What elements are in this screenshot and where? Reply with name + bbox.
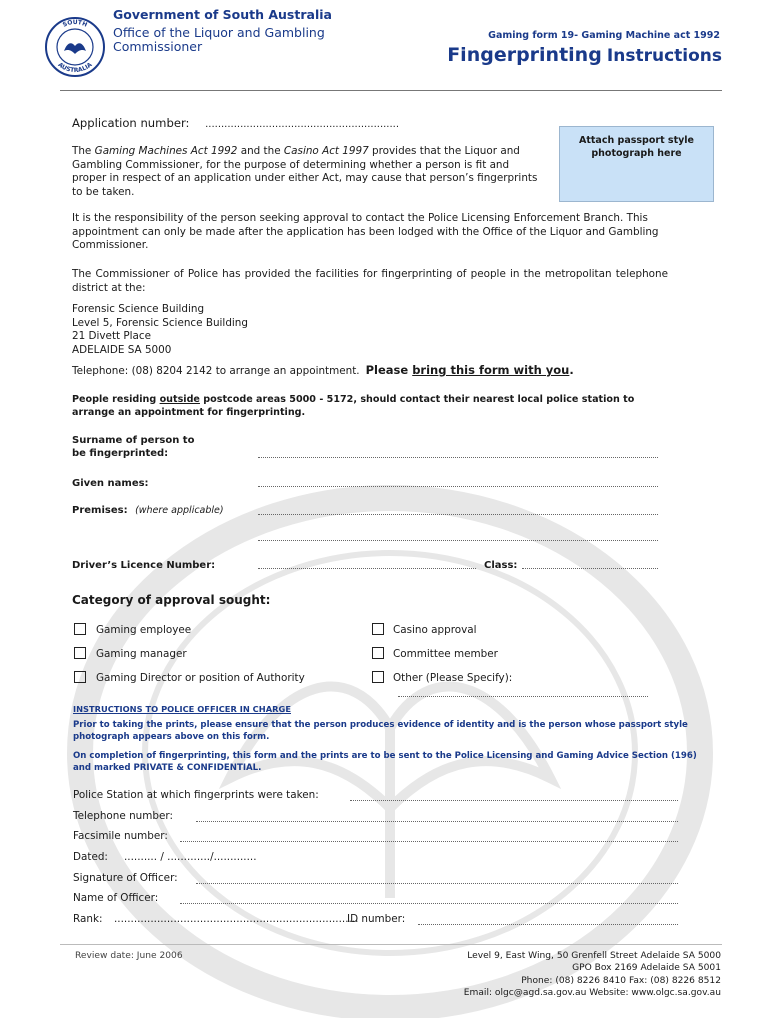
- rank-field[interactable]: ..........................................................................: [114, 913, 359, 925]
- option-gaming-employee: Gaming employee: [96, 624, 192, 636]
- telephone-line: Telephone: (08) 8204 2142 to arrange an appointment. Please bring this form with you.: [72, 363, 574, 377]
- police-instructions-send: On completion of fingerprinting, this form and the prints are to be sent to the Police Licensing and Gaming Advice Section (196) and marked PRIVATE & CONFIDENTIAL.: [73, 751, 697, 773]
- option-casino-approval: Casino approval: [393, 624, 477, 636]
- officer-name-label: Name of Officer:: [73, 892, 159, 904]
- telephone-field[interactable]: [196, 821, 678, 822]
- premises-label: Premises: (where applicable): [72, 505, 224, 516]
- passport-photo-box: Attach passport style photograph here: [559, 126, 714, 202]
- licence-label: Driver’s Licence Number:: [72, 560, 216, 571]
- checkbox-gaming-employee[interactable]: [74, 623, 86, 635]
- forensic-address: Forensic Science Building Level 5, Forensic Science Building 21 Divett Place ADELAIDE SA 5000: [72, 303, 248, 356]
- facsimile-label: Facsimile number:: [73, 830, 168, 842]
- police-instructions-identity: Prior to taking the prints, please ensure that the person produces evidence of identity and is the person whose passport style photograph appears above on this form.: [73, 720, 688, 742]
- form-reference: Gaming form 19- Gaming Machine act 1992: [488, 30, 720, 41]
- premises-field[interactable]: [258, 514, 658, 515]
- responsibility-paragraph: It is the responsibility of the person seeking approval to contact the Police Licensing Enforcement Branch. This appointment can only be made after the application has been lodged with the Office of the Liquor and Gambling Commissioner.: [72, 212, 659, 252]
- seal-ring-top: SOUTH: [61, 18, 89, 29]
- dated-field[interactable]: .......... / ............./.............: [124, 851, 257, 863]
- surname-field[interactable]: [258, 457, 658, 458]
- signature-field[interactable]: [196, 883, 678, 884]
- application-number-field[interactable]: Application number: .............................................................: [72, 116, 400, 130]
- licence-field[interactable]: [258, 568, 476, 569]
- sa-government-seal-logo: [44, 16, 106, 78]
- option-other: Other (Please Specify):: [393, 672, 513, 684]
- given-names-label: Given names:: [72, 478, 149, 489]
- premises-field-line2[interactable]: [258, 540, 658, 541]
- class-field[interactable]: [522, 568, 658, 569]
- header-divider: [60, 90, 722, 91]
- officer-name-field[interactable]: [180, 903, 678, 904]
- facsimile-field[interactable]: [180, 841, 678, 842]
- checkbox-other[interactable]: [372, 671, 384, 683]
- option-gaming-manager: Gaming manager: [96, 648, 187, 660]
- page-title: Fingerprinting Instructions: [447, 44, 722, 66]
- other-specify-field[interactable]: [398, 696, 648, 697]
- intro-paragraph: The Gaming Machines Act 1992 and the Casino Act 1997 provides that the Liquor and Gambling Commissioner, for the purpose of determining whether a person is fit and proper in respect of an application under either Act, may cause that person’s fingerprints to be taken.: [72, 145, 538, 198]
- office-name: Office of the Liquor and Gambling Commissioner: [113, 25, 325, 54]
- footer-divider: [60, 944, 722, 945]
- police-station-field[interactable]: [350, 800, 678, 801]
- dated-label: Dated:: [73, 851, 108, 863]
- category-heading: Category of approval sought:: [72, 593, 271, 607]
- option-gaming-director: Gaming Director or position of Authority: [96, 672, 305, 684]
- checkbox-casino-approval[interactable]: [372, 623, 384, 635]
- given-names-field[interactable]: [258, 486, 658, 487]
- police-station-label: Police Station at which fingerprints were taken:: [73, 789, 319, 801]
- checkbox-gaming-director[interactable]: [74, 671, 86, 683]
- telephone-label: Telephone number:: [73, 810, 173, 822]
- outside-postcode-notice: People residing outside postcode areas 5000 - 5172, should contact their nearest local police station to arrange an appointment for fingerprinting.: [72, 394, 635, 418]
- id-number-field[interactable]: [418, 924, 678, 925]
- id-number-label: ID number:: [347, 913, 406, 925]
- rank-label: Rank:: [73, 913, 103, 925]
- footer-address: Level 9, East Wing, 50 Grenfell Street Adelaide SA 5000 GPO Box 2169 Adelaide SA 5001 Phone: (08) 8226 8410 Fax: (08) 8226 8512 Email: olgc@agd.sa.gov.au Website: www.olgc.sa.gov.au: [463, 951, 721, 999]
- review-date: Review date: June 2006: [75, 951, 183, 961]
- option-committee-member: Committee member: [393, 648, 498, 660]
- class-label: Class:: [484, 560, 518, 571]
- checkbox-gaming-manager[interactable]: [74, 647, 86, 659]
- seal-ring-bottom: AUSTRALIA: [56, 61, 94, 75]
- surname-label: Surname of person to be fingerprinted:: [72, 435, 195, 459]
- government-name: Government of South Australia: [113, 7, 332, 22]
- signature-label: Signature of Officer:: [73, 872, 178, 884]
- police-instructions-heading: INSTRUCTIONS TO POLICE OFFICER IN CHARGE: [73, 704, 291, 714]
- checkbox-committee-member[interactable]: [372, 647, 384, 659]
- commissioner-paragraph: The Commissioner of Police has provided the facilities for fingerprinting of people in the metropolitan telephone district at the:: [72, 268, 668, 294]
